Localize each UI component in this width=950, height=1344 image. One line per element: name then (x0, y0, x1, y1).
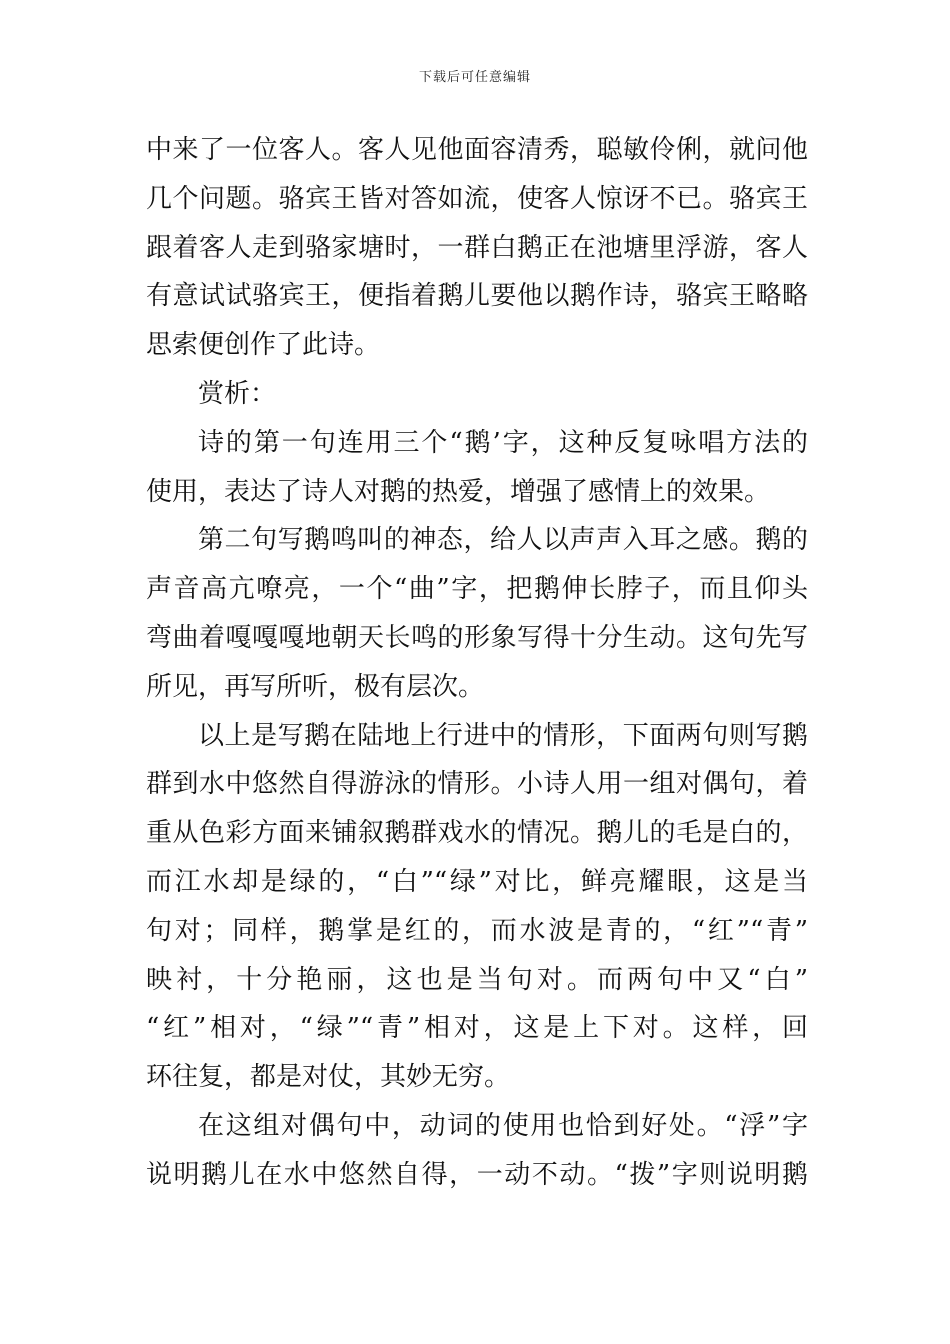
text-line: 几个问题。骆宾王皆对答如流，使客人惊讶不已。骆宾王 (146, 183, 808, 214)
document-body (146, 126, 808, 1200)
page-header: 下载后可任意编辑 (418, 70, 531, 85)
paragraph (146, 126, 808, 370)
section-label-text: 赏析： (198, 378, 277, 409)
text-line: 环往复，都是对仗，其妙无穷。 (146, 1062, 511, 1093)
paragraph (146, 419, 808, 517)
text-line: 在这组对偶句中，动词的使用也恰到好处。“浮”字 (198, 1110, 808, 1141)
text-line: 第二句写鹅鸣叫的神态，给人以声声入耳之感。鹅的 (198, 525, 808, 556)
text-line: “红”相对，“绿”“青”相对，这是上下对。这样，回 (146, 1013, 808, 1044)
text-line: 弯曲着嘎嘎嘎地朝天长鸣的形象写得十分生动。这句先写 (146, 622, 808, 653)
text-line: 诗的第一句连用三个“鹅’字，这种反复咏唱方法的 (198, 427, 808, 458)
paragraph (146, 1102, 808, 1200)
text-line: 有意试试骆宾王，便指着鹅儿要他以鹅作诗，骆宾王略略 (146, 281, 808, 312)
text-line: 声音高亢嘹亮，一个“曲”字，把鹅伸长脖子，而且仰头 (146, 574, 808, 605)
text-line: 跟着客人走到骆家塘时，一群白鹅正在池塘里浮游，客人 (146, 232, 808, 263)
text-line: 句对；同样，鹅掌是红的，而水波是青的，“红”“青” (146, 915, 808, 946)
text-line: 中来了一位客人。客人见他面容清秀，聪敏伶俐，就问他 (146, 135, 808, 165)
text-line: 使用，表达了诗人对鹅的热爱，增强了感情上的效果。 (146, 476, 771, 507)
text-line: 重从色彩方面来铺叙鹅群戏水的情况。鹅儿的毛是白的， (146, 818, 808, 849)
text-line: 思索便创作了此诗。 (146, 330, 381, 361)
paragraph (146, 516, 808, 711)
text-line: 映衬，十分艳丽，这也是当句对。而两句中又“白” (146, 964, 808, 995)
paragraph (146, 712, 808, 1102)
text-line: 群到水中悠然自得游泳的情形。小诗人用一组对偶句，着 (146, 769, 808, 800)
section-label (146, 370, 808, 419)
text-line: 而江水却是绿的，“白”“绿”对比，鲜亮耀眼，这是当 (146, 866, 808, 897)
text-line: 所见，再写所听，极有层次。 (146, 671, 485, 702)
text-line: 说明鹅儿在水中悠然自得，一动不动。“拨”字则说明鹅 (146, 1159, 808, 1190)
text-line: 以上是写鹅在陆地上行进中的情形，下面两句则写鹅 (198, 720, 808, 751)
